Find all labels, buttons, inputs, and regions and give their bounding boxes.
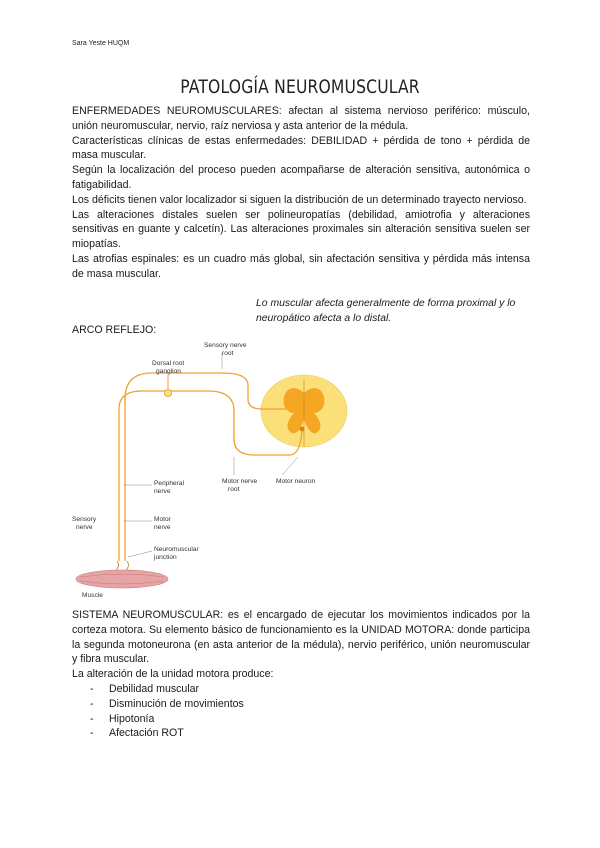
motor-unit-effects-list bbox=[72, 682, 530, 741]
list-intro: La alteración de la unidad motora produce: bbox=[72, 668, 274, 681]
muscle-body bbox=[76, 570, 168, 588]
paragraph-neuromuscular-system: SISTEMA NEUROMUSCULAR: es el encargado de ejecutar los movimientos indicados por la corteza motora. Su elemento básico de funcionamiento es la UNIDAD MOTORA: donde participa la segunda motoneurona (en asta anterior de la médula), nervio periférico, unión neuromuscular y fibra muscular. bbox=[72, 609, 530, 666]
list-dash: - bbox=[90, 727, 94, 740]
label-motor-nerve-2: nerve bbox=[154, 524, 171, 531]
reflex-arc-heading: ARCO REFLEJO: bbox=[72, 324, 157, 336]
reflex-arc-figure bbox=[72, 339, 348, 601]
label-motor-nerve: Motor bbox=[154, 516, 171, 523]
sensory-pathway bbox=[125, 373, 286, 561]
label-sensory-root: Sensory nerve bbox=[204, 342, 247, 349]
motor-neuron-body bbox=[300, 427, 305, 432]
list-dash: - bbox=[90, 682, 94, 695]
paragraph-clinical: Características clínicas de estas enfermedades: DEBILIDAD + pérdida de tono + pérdida de masa muscular. bbox=[72, 134, 530, 162]
label-peripheral-nerve-2: nerve bbox=[154, 488, 171, 495]
paragraph-distal-proximal: Las alteraciones distales suelen ser polineuropatías (debilidad, amiotrofia y alteraciones sensitivas en guante y calcetín). Las alteraciones proximales sin alteración sensitiva suelen ser miopatías. bbox=[72, 208, 530, 251]
list-item: - Hipotonía bbox=[90, 712, 155, 725]
label-dorsal-ganglion: Dorsal root bbox=[152, 360, 185, 367]
paragraph-definition: ENFERMEDADES NEUROMUSCULARES: afectan al sistema nervioso periférico: músculo, unión neuromuscular, nervio, raíz nerviosa y asta anterior de la médula. bbox=[72, 105, 530, 132]
paragraph-spinal-atrophy: Las atrofias espinales: es un cuadro más global, sin afectación sensitiva y pérdida más intensa de masa muscular. bbox=[72, 252, 530, 280]
page-title: PATOLOGÍA NEUROMUSCULAR bbox=[180, 76, 420, 98]
list-item: - Debilidad muscular bbox=[90, 682, 200, 695]
label-dorsal-ganglion-2: ganglion bbox=[156, 368, 181, 375]
label-peripheral-nerve: Peripheral bbox=[154, 480, 185, 487]
paragraph-deficits: Los déficits tienen valor localizador si siguen la distribución de un determinado trayecto nervioso. bbox=[72, 193, 527, 206]
leader-motor-neuron bbox=[282, 457, 298, 475]
leader-nmj bbox=[128, 551, 152, 557]
list-item: - Afectación ROT bbox=[90, 727, 184, 740]
label-sensory-nerve-2: nerve bbox=[76, 524, 93, 531]
list-dash: - bbox=[90, 712, 94, 725]
reflex-arc-diagram bbox=[72, 339, 348, 601]
label-muscle: Muscle bbox=[82, 592, 103, 599]
author-header: Sara Yeste HUQM bbox=[72, 40, 130, 47]
intro-section bbox=[72, 104, 530, 282]
label-sensory-root-2: root bbox=[222, 350, 234, 357]
label-sensory-nerve: Sensory bbox=[72, 516, 97, 523]
label-nmj: Neuromuscular bbox=[154, 546, 199, 553]
italic-note: Lo muscular afecta generalmente de forma proximal y lo neuropático afecta a lo distal. bbox=[256, 298, 516, 324]
list-dash: - bbox=[90, 697, 94, 710]
label-motor-root-2: root bbox=[228, 486, 240, 493]
list-item: - Disminución de movimientos bbox=[90, 697, 244, 710]
label-motor-root: Motor nerve bbox=[222, 478, 258, 485]
dorsal-root-ganglion bbox=[165, 390, 172, 397]
label-nmj-2: junction bbox=[154, 554, 177, 561]
neuromuscular-system-section bbox=[72, 608, 530, 741]
label-motor-neuron: Motor neuron bbox=[276, 478, 316, 485]
paragraph-localization: Según la localización del proceso pueden acompañarse de alteración sensitiva, autonómica o fatigabilidad. bbox=[72, 164, 530, 191]
